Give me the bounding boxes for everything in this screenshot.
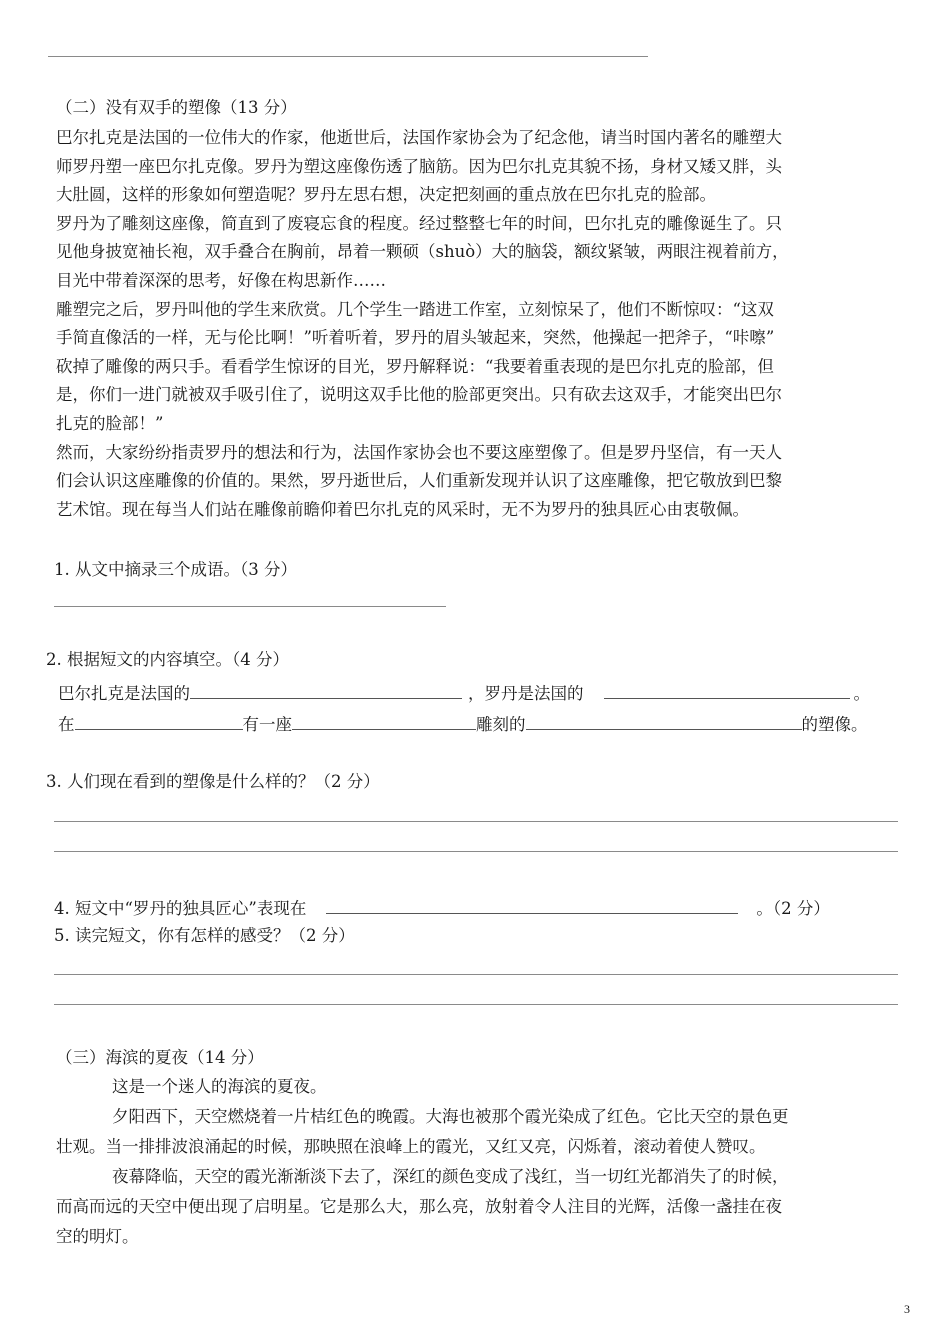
section2-passage <box>56 124 902 524</box>
section3-passage <box>56 1072 902 1252</box>
page-number: 3 <box>904 1302 910 1316</box>
passage-line: 砍掉了雕像的两只手。看看学生惊讶的目光，罗丹解释说：“我要着重表现的是巴尔扎克的脸部，但 <box>56 356 774 376</box>
passage-line: 师罗丹塑一座巴尔扎克像。罗丹为塑这座像伤透了脑筋。因为巴尔扎克其貌不扬，身材又矮又胖，头 <box>56 156 782 176</box>
q2-blank-1[interactable] <box>190 682 462 699</box>
q2-fill-line-2 <box>58 713 868 734</box>
passage-line: 巴尔扎克是法国的一位伟大的作家，他逝世后，法国作家协会为了纪念他，请当时国内著名的雕塑大 <box>56 128 782 147</box>
passage-line: 是，你们一进门就被双手吸引住了，说明这双手比他的脸部更突出。只有砍去这双手，才能突出巴尔 <box>56 385 782 405</box>
passage-line: 艺术馆。现在每当人们站在雕像前瞻仰着巴尔扎克的风采时，无不为罗丹的独具匠心由衷敬佩。 <box>56 499 749 519</box>
q2-text-e: 有一座 <box>242 715 292 734</box>
q4-text: 4. 短文中“罗丹的独具匠心”表现在 <box>54 899 307 918</box>
question-3: 3. 人们现在看到的塑像是什么样的？（2 分） <box>46 772 380 791</box>
passage-line: 目光中带着深深的思考，好像在构思新作…… <box>56 270 386 290</box>
q4-score: 。（2 分） <box>756 899 830 918</box>
section2-heading: （二）没有双手的塑像（13 分） <box>56 98 297 117</box>
passage-line: 雕塑完之后，罗丹叫他的学生来欣赏。几个学生一踏进工作室，立刻惊呆了，他们不断惊叹：“这双 <box>56 299 774 319</box>
q3-answer-line[interactable] <box>54 821 898 822</box>
q1-answer-line[interactable] <box>54 606 446 607</box>
section3-heading: （三）海滨的夏夜（14 分） <box>56 1048 264 1067</box>
question-2: 2. 根据短文的内容填空。（4 分） <box>46 650 289 669</box>
passage-line: 而高而远的天空中便出现了启明星。它是那么大，那么亮，放射着令人注目的光辉，活像一盏挂在夜 <box>56 1197 782 1216</box>
passage-line: 们会认识这座雕像的价值的。果然，罗丹逝世后，人们重新发现并认识了这座雕像，把它敬放到巴黎 <box>56 471 782 491</box>
q5-answer-line[interactable] <box>54 1004 898 1005</box>
q4-blank[interactable] <box>326 897 738 914</box>
q2-text-a: 巴尔扎克是法国的 <box>58 684 190 703</box>
q2-fill-line-1 <box>58 682 870 703</box>
top-answer-line <box>48 56 648 57</box>
q2-text-g: 的塑像。 <box>801 715 868 734</box>
passage-line: 罗丹为了雕刻这座像，简直到了废寝忘食的程度。经过整整七年的时间，巴尔扎克的雕像诞生了。只 <box>56 213 782 233</box>
passage-line: 空的明灯。 <box>56 1227 139 1246</box>
q2-blank-5[interactable] <box>526 713 802 730</box>
q2-text-b: ，罗丹是法国的 <box>468 684 584 703</box>
passage-line: 这是一个迷人的海滨的夏夜。 <box>112 1077 327 1096</box>
question-4 <box>54 897 830 918</box>
question-5: 5. 读完短文，你有怎样的感受？（2 分） <box>54 926 355 945</box>
passage-line: 见他身披宽袖长袍，双手叠合在胸前，昂着一颗硕（shuò）大的脑袋，额纹紧皱，两眼注视着前方， <box>56 242 789 262</box>
passage-line: 大肚圆，这样的形象如何塑造呢？罗丹左思右想，决定把刻画的重点放在巴尔扎克的脸部。 <box>56 185 716 205</box>
q2-text-f: 雕刻的 <box>476 715 526 734</box>
q2-blank-2[interactable] <box>604 682 850 699</box>
q2-text-c: 。 <box>853 684 870 703</box>
passage-line: 壮观。当一排排波浪涌起的时候，那映照在浪峰上的霞光，又红又亮，闪烁着，滚动着使人赞叹。 <box>56 1137 766 1156</box>
question-1: 1. 从文中摘录三个成语。（3 分） <box>54 560 297 579</box>
q5-answer-line[interactable] <box>54 974 898 975</box>
q2-blank-4[interactable] <box>292 713 476 730</box>
passage-line: 扎克的脸部！” <box>56 413 164 433</box>
passage-line: 然而，大家纷纷指责罗丹的想法和行为，法国作家协会也不要这座塑像了。但是罗丹坚信，有一天人 <box>56 442 782 462</box>
q3-answer-line[interactable] <box>54 851 898 852</box>
q2-blank-3[interactable] <box>75 713 243 730</box>
passage-line: 手简直像活的一样，无与伦比啊！”听着听着，罗丹的眉头皱起来，突然，他操起一把斧子，“咔嚓” <box>56 328 775 348</box>
passage-line: 夕阳西下，天空燃烧着一片桔红色的晚霞。大海也被那个霞光染成了红色。它比天空的景色更 <box>112 1107 789 1126</box>
passage-line: 夜幕降临，天空的霞光渐渐淡下去了，深红的颜色变成了浅红，当一切红光都消失了的时候， <box>112 1167 789 1186</box>
q2-text-d: 在 <box>58 715 75 734</box>
